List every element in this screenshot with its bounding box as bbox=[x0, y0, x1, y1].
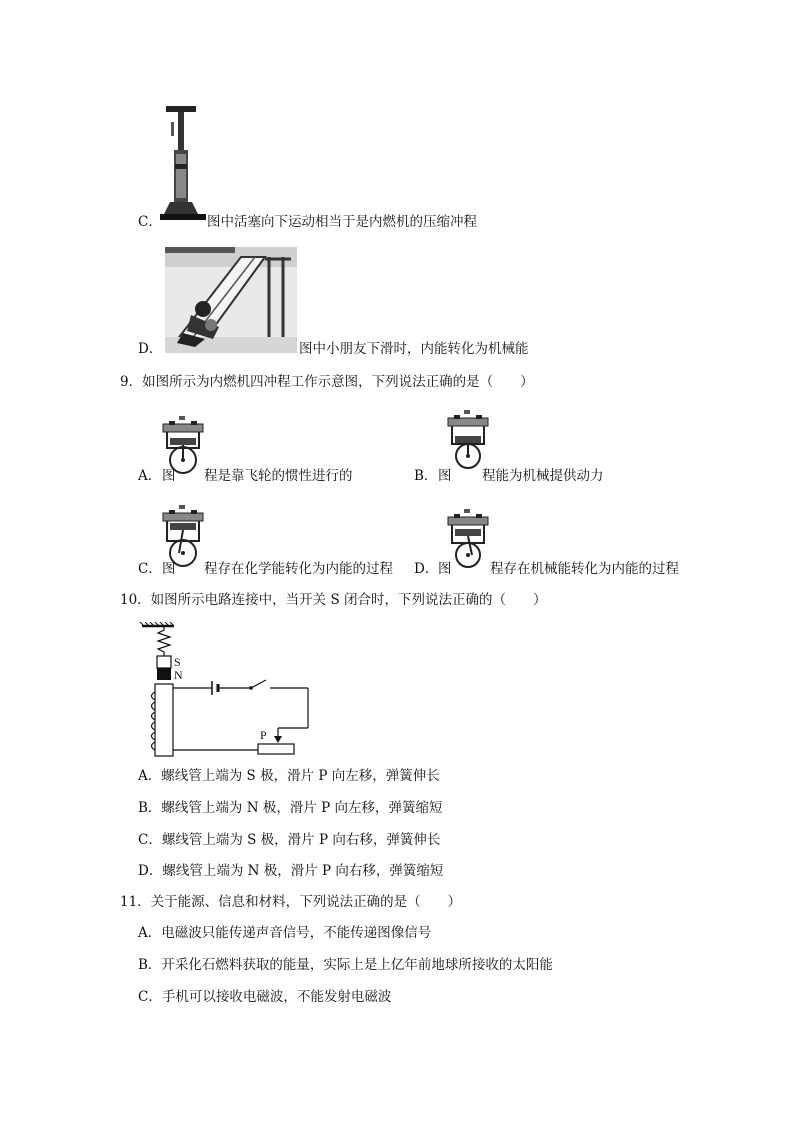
magnet-label-s: S bbox=[174, 655, 181, 669]
q9-option-c-text-right: 程存在化学能转化为内能的过程 bbox=[204, 561, 393, 577]
slider-label-p: P bbox=[260, 728, 267, 742]
q10-option-b: B．螺线管上端为 N 极，滑片 P 向左移，弹簧缩短 bbox=[138, 800, 443, 816]
q9-option-b-text-left: 图 bbox=[438, 468, 452, 484]
q8-option-c-letter: C． bbox=[138, 214, 162, 230]
engine-figure-b bbox=[446, 410, 490, 470]
q9-option-a-text-right: 程是靠飞轮的惯性进行的 bbox=[204, 468, 353, 484]
q9-option-c-letter: C． bbox=[138, 561, 162, 577]
slide-photo bbox=[165, 247, 297, 353]
q11-option-c: C．手机可以接收电磁波，不能发射电磁波 bbox=[138, 989, 392, 1005]
q8-option-d-letter: D． bbox=[138, 341, 163, 357]
q11-option-a: A．电磁波只能传递声音信号，不能传递图像信号 bbox=[138, 925, 432, 941]
q9-option-a-text-left: 图 bbox=[162, 468, 176, 484]
q10-option-c: C．螺线管上端为 S 极，滑片 P 向右移，弹簧伸长 bbox=[138, 832, 441, 848]
q9-stem: 9．如图所示为内燃机四冲程工作示意图，下列说法正确的是（ ） bbox=[120, 374, 534, 390]
q10-option-a: A．螺线管上端为 S 极，滑片 P 向左移，弹簧伸长 bbox=[138, 768, 440, 784]
q8-option-d-text: 图中小朋友下滑时，内能转化为机械能 bbox=[299, 341, 529, 357]
q8-option-c-text: 图中活塞向下运动相当于是内燃机的压缩冲程 bbox=[207, 214, 477, 230]
q9-option-d-letter: D． bbox=[414, 561, 439, 577]
magnet-label-n: N bbox=[174, 668, 183, 682]
q10-stem: 10．如图所示电路连接中，当开关 S 闭合时，下列说法正确的（ ） bbox=[120, 592, 547, 608]
q10-option-d: D．螺线管上端为 N 极，滑片 P 向右移，弹簧缩短 bbox=[138, 863, 444, 879]
q9-option-b-letter: B． bbox=[414, 468, 438, 484]
circuit-diagram bbox=[138, 622, 318, 760]
q9-option-d-text-left: 图 bbox=[438, 561, 452, 577]
q9-option-b-text-right: 程能为机械提供动力 bbox=[482, 468, 604, 484]
q11-stem: 11．关于能源、信息和材料，下列说法正确的是（ ） bbox=[120, 894, 462, 910]
engine-figure-d bbox=[446, 509, 490, 569]
q9-option-a-letter: A． bbox=[138, 468, 162, 484]
q9-option-c-text-left: 图 bbox=[162, 561, 176, 577]
pump-figure bbox=[160, 106, 206, 226]
q11-option-b: B．开采化石燃料获取的能量，实际上是上亿年前地球所接收的太阳能 bbox=[138, 957, 553, 973]
q9-option-d-text-right: 程存在机械能转化为内能的过程 bbox=[490, 561, 679, 577]
